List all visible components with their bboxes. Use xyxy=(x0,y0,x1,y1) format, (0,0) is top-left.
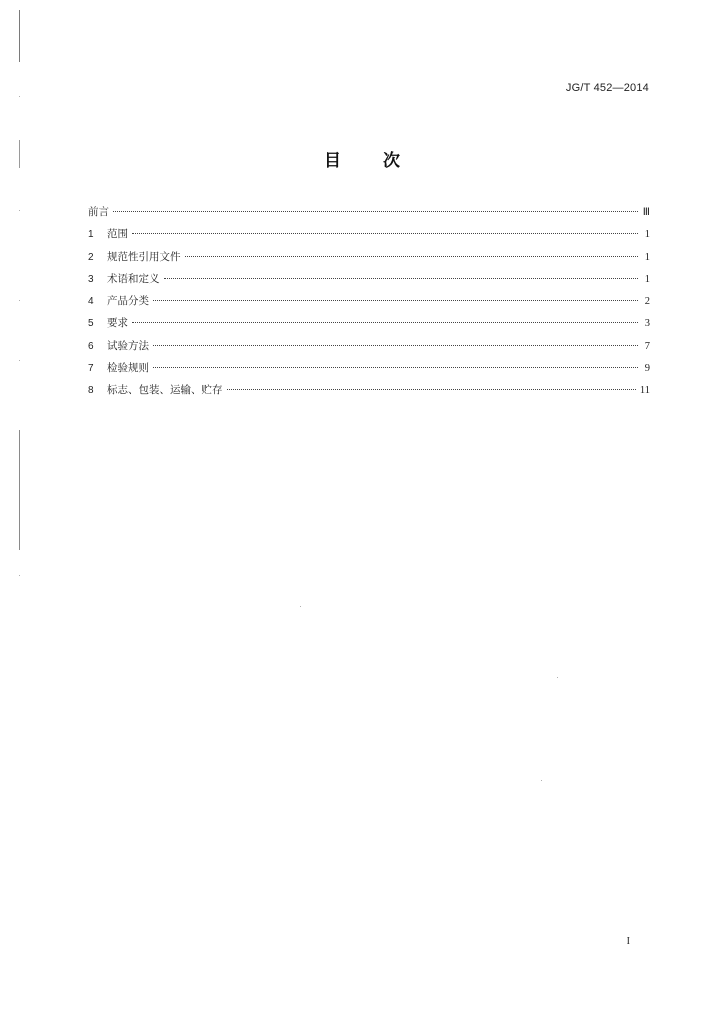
toc-entry-page: 1 xyxy=(644,251,650,263)
scan-speck xyxy=(19,96,20,97)
toc-entry-page: 1 xyxy=(644,273,650,285)
toc-entry-terms-definitions[interactable] xyxy=(88,271,650,293)
toc-entry-number: 3 xyxy=(88,273,94,285)
scan-edge-line xyxy=(19,10,20,62)
toc-leader-dots xyxy=(185,256,639,257)
toc-entry-number: 7 xyxy=(88,363,94,375)
scan-speck xyxy=(19,360,20,361)
toc-leader-dots xyxy=(227,389,636,390)
toc-leader-dots xyxy=(153,300,638,301)
toc-entry-label: 术语和定义 xyxy=(107,272,160,285)
scan-speck xyxy=(19,210,20,211)
toc-entry-label: 标志、包装、运输、贮存 xyxy=(107,384,223,397)
toc-leader-dots xyxy=(153,367,638,368)
toc-entry-page: 11 xyxy=(639,385,650,397)
toc-entry-page: 1 xyxy=(644,229,650,241)
toc-entry-label: 要求 xyxy=(107,317,128,330)
toc-leader-dots xyxy=(132,233,638,234)
toc-entry-foreword[interactable] xyxy=(88,204,650,226)
toc-list xyxy=(88,204,650,405)
toc-entry-requirements[interactable] xyxy=(88,315,650,337)
toc-entry-label: 规范性引用文件 xyxy=(107,250,181,263)
toc-leader-dots xyxy=(153,345,638,346)
scan-speck xyxy=(541,780,542,781)
scan-speck xyxy=(557,677,558,678)
standard-code: JG/T 452—2014 xyxy=(565,82,649,94)
toc-entry-label: 前言 xyxy=(88,206,109,218)
toc-entry-number: 4 xyxy=(88,296,94,308)
toc-leader-dots xyxy=(132,322,638,323)
toc-entry-number: 6 xyxy=(88,340,94,352)
toc-entry-scope[interactable] xyxy=(88,226,650,248)
toc-entry-number: 8 xyxy=(88,385,94,397)
toc-leader-dots xyxy=(113,211,638,212)
toc-entry-label: 检验规则 xyxy=(107,362,149,375)
scan-speck xyxy=(19,300,20,301)
toc-entry-normative-references[interactable] xyxy=(88,249,650,271)
toc-entry-page: 7 xyxy=(644,340,650,352)
scan-speck xyxy=(19,575,20,576)
toc-entry-number: 5 xyxy=(88,318,94,330)
toc-entry-label: 试验方法 xyxy=(107,339,149,352)
toc-entry-number: 1 xyxy=(88,229,94,241)
toc-entry-inspection-rules[interactable] xyxy=(88,360,650,382)
toc-leader-dots xyxy=(164,278,639,279)
toc-entry-test-methods[interactable] xyxy=(88,338,650,360)
scan-edge-line xyxy=(19,430,20,550)
page-number: I xyxy=(626,936,630,947)
toc-entry-page: 9 xyxy=(644,363,650,375)
toc-entry-page: Ⅲ xyxy=(642,207,650,218)
toc-entry-label: 范围 xyxy=(107,228,128,241)
toc-entry-product-classification[interactable] xyxy=(88,293,650,315)
toc-entry-label: 产品分类 xyxy=(107,295,149,308)
toc-entry-page: 3 xyxy=(644,318,650,330)
toc-entry-page: 2 xyxy=(644,296,650,308)
scan-speck xyxy=(300,606,301,607)
toc-title-char: 目 xyxy=(324,151,341,171)
toc-entry-number: 2 xyxy=(88,251,94,263)
toc-title-char: 次 xyxy=(383,151,400,171)
toc-entry-marking-packaging[interactable] xyxy=(88,382,650,404)
toc-title xyxy=(0,146,724,171)
